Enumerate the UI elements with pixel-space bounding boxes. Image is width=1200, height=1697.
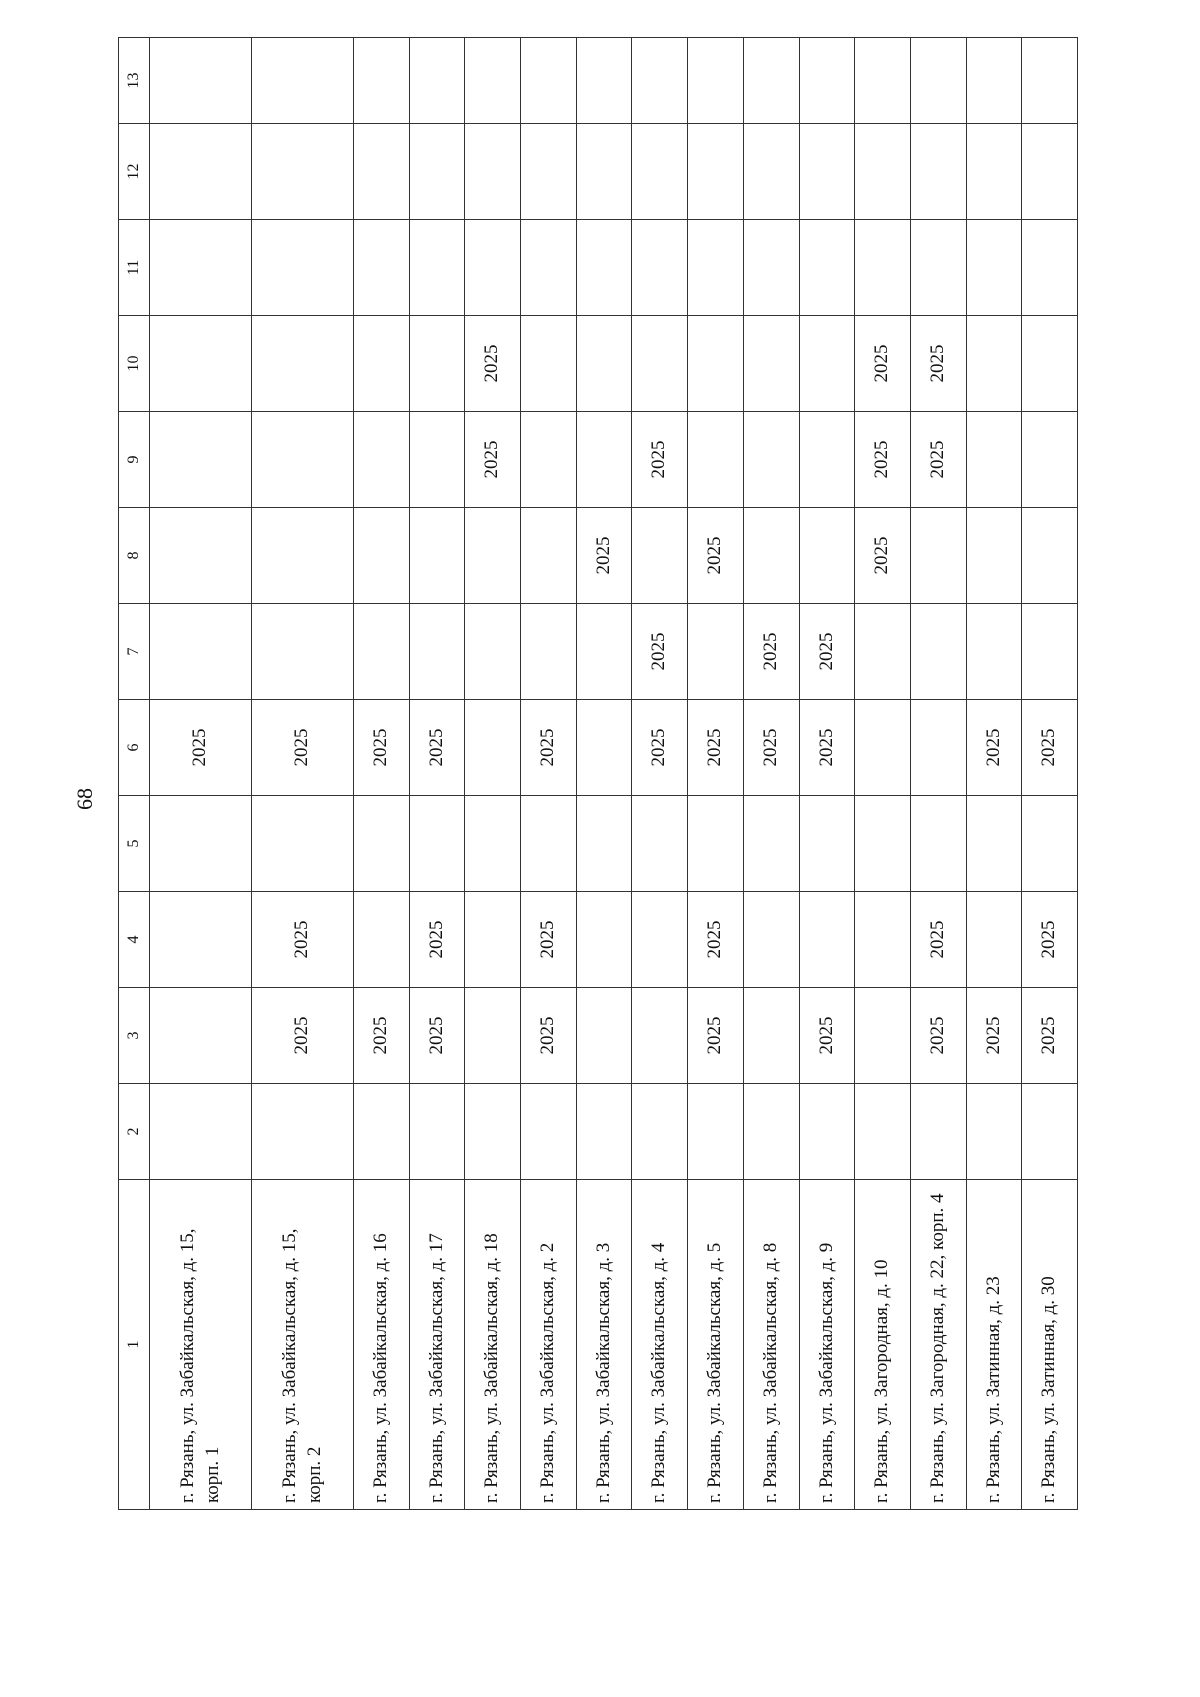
year-cell (576, 38, 632, 124)
year-cell (409, 412, 465, 508)
year-cell (855, 796, 911, 892)
table-row (910, 38, 966, 1510)
year-cell (632, 124, 688, 220)
column-number-header: 1 (119, 1180, 150, 1510)
year-cell (1022, 124, 1078, 220)
year-cell (150, 988, 252, 1084)
year-cell (409, 316, 465, 412)
year-cell (855, 38, 911, 124)
year-cell (688, 1084, 744, 1180)
year-cell (409, 604, 465, 700)
year-cell (354, 508, 410, 604)
year-cell (799, 508, 855, 604)
year-cell (150, 124, 252, 220)
year-cell (855, 988, 911, 1084)
year-cell (743, 124, 799, 220)
year-cell (910, 1084, 966, 1180)
address-cell: г. Рязань, ул. Забайкальская, д. 5 (688, 1180, 744, 1510)
year-cell: 2025 (799, 700, 855, 796)
year-cell (150, 412, 252, 508)
year-cell (743, 508, 799, 604)
year-cell (910, 38, 966, 124)
column-number-header: 9 (119, 412, 150, 508)
year-cell (354, 38, 410, 124)
year-cell (409, 38, 465, 124)
year-cell (465, 700, 521, 796)
year-cell (799, 412, 855, 508)
year-cell (576, 220, 632, 316)
column-number-header: 7 (119, 604, 150, 700)
year-cell: 2025 (799, 988, 855, 1084)
year-cell: 2025 (521, 700, 577, 796)
table-row (354, 38, 410, 1510)
table-row (799, 38, 855, 1510)
year-cell: 2025 (966, 700, 1022, 796)
year-cell (632, 988, 688, 1084)
year-cell (252, 1084, 354, 1180)
year-cell: 2025 (799, 604, 855, 700)
year-cell (855, 604, 911, 700)
year-cell (799, 316, 855, 412)
year-cell (354, 892, 410, 988)
year-cell (150, 1084, 252, 1180)
year-cell: 2025 (252, 700, 354, 796)
schedule-table (118, 37, 1078, 1510)
year-cell (966, 38, 1022, 124)
year-cell (521, 508, 577, 604)
year-cell (910, 508, 966, 604)
address-cell: г. Рязань, ул. Забайкальская, д. 8 (743, 1180, 799, 1510)
year-cell (354, 124, 410, 220)
year-cell (966, 892, 1022, 988)
year-cell: 2025 (855, 316, 911, 412)
address-cell: г. Рязань, ул. Затинная, д. 23 (966, 1180, 1022, 1510)
year-cell (465, 220, 521, 316)
year-cell: 2025 (632, 412, 688, 508)
year-cell (252, 508, 354, 604)
year-cell (576, 604, 632, 700)
year-cell (521, 316, 577, 412)
year-cell (1022, 796, 1078, 892)
year-cell: 2025 (1022, 988, 1078, 1084)
year-cell (521, 604, 577, 700)
year-cell (966, 508, 1022, 604)
year-cell (150, 220, 252, 316)
year-cell (688, 412, 744, 508)
year-cell: 2025 (465, 412, 521, 508)
year-cell (966, 220, 1022, 316)
year-cell (966, 124, 1022, 220)
year-cell (632, 220, 688, 316)
year-cell: 2025 (688, 988, 744, 1084)
year-cell: 2025 (910, 412, 966, 508)
rotated-table-container (118, 70, 1078, 1510)
year-cell (409, 220, 465, 316)
table-row (632, 38, 688, 1510)
year-cell (150, 796, 252, 892)
year-cell (465, 988, 521, 1084)
year-cell (688, 796, 744, 892)
year-cell (252, 38, 354, 124)
year-cell: 2025 (743, 700, 799, 796)
year-cell (743, 412, 799, 508)
table-row (576, 38, 632, 1510)
year-cell: 2025 (855, 508, 911, 604)
year-cell (252, 316, 354, 412)
address-cell: г. Рязань, ул. Забайкальская, д. 9 (799, 1180, 855, 1510)
year-cell (799, 1084, 855, 1180)
year-cell (632, 38, 688, 124)
year-cell: 2025 (521, 892, 577, 988)
year-cell (576, 988, 632, 1084)
year-cell: 2025 (743, 604, 799, 700)
year-cell (409, 124, 465, 220)
year-cell: 2025 (966, 988, 1022, 1084)
year-cell (910, 124, 966, 220)
address-cell: г. Рязань, ул. Забайкальская, д. 3 (576, 1180, 632, 1510)
year-cell: 2025 (1022, 700, 1078, 796)
year-cell (576, 124, 632, 220)
year-cell (799, 796, 855, 892)
year-cell (576, 796, 632, 892)
address-cell: г. Рязань, ул. Забайкальская, д. 16 (354, 1180, 410, 1510)
year-cell (743, 1084, 799, 1180)
year-cell (521, 1084, 577, 1180)
year-cell (409, 508, 465, 604)
column-number-header: 3 (119, 988, 150, 1084)
year-cell (966, 604, 1022, 700)
year-cell (799, 220, 855, 316)
year-cell (743, 892, 799, 988)
year-cell (632, 892, 688, 988)
year-cell (966, 412, 1022, 508)
year-cell (150, 604, 252, 700)
table-row (743, 38, 799, 1510)
year-cell (465, 124, 521, 220)
year-cell: 2025 (910, 988, 966, 1084)
column-number-header: 10 (119, 316, 150, 412)
year-cell (743, 220, 799, 316)
address-cell: г. Рязань, ул. Забайкальская, д. 15, корп. 1 (150, 1180, 252, 1510)
year-cell (966, 1084, 1022, 1180)
year-cell (252, 220, 354, 316)
year-cell: 2025 (521, 988, 577, 1084)
year-cell (150, 38, 252, 124)
column-number-header: 12 (119, 124, 150, 220)
year-cell (799, 892, 855, 988)
year-cell (354, 220, 410, 316)
year-cell: 2025 (354, 700, 410, 796)
column-number-header: 5 (119, 796, 150, 892)
year-cell (521, 38, 577, 124)
year-cell (855, 892, 911, 988)
address-cell: г. Рязань, ул. Затинная, д. 30 (1022, 1180, 1078, 1510)
year-cell (252, 412, 354, 508)
year-cell: 2025 (688, 700, 744, 796)
address-cell: г. Рязань, ул. Забайкальская, д. 18 (465, 1180, 521, 1510)
page-number: 68 (72, 788, 97, 810)
year-cell (632, 1084, 688, 1180)
year-cell (632, 796, 688, 892)
year-cell (688, 316, 744, 412)
year-cell (252, 124, 354, 220)
year-cell (465, 38, 521, 124)
year-cell: 2025 (409, 700, 465, 796)
year-cell (855, 1084, 911, 1180)
year-cell (150, 508, 252, 604)
year-cell (1022, 1084, 1078, 1180)
year-cell: 2025 (465, 316, 521, 412)
year-cell (1022, 508, 1078, 604)
column-number-header: 6 (119, 700, 150, 796)
year-cell (354, 1084, 410, 1180)
year-cell (688, 124, 744, 220)
year-cell (576, 316, 632, 412)
table-row (966, 38, 1022, 1510)
year-cell (799, 124, 855, 220)
year-cell (465, 604, 521, 700)
year-cell: 2025 (632, 604, 688, 700)
year-cell (855, 220, 911, 316)
year-cell (799, 38, 855, 124)
year-cell (910, 220, 966, 316)
year-cell (521, 796, 577, 892)
year-cell (1022, 412, 1078, 508)
table-row (521, 38, 577, 1510)
year-cell (1022, 316, 1078, 412)
year-cell: 2025 (409, 892, 465, 988)
year-cell (632, 316, 688, 412)
address-cell: г. Рязань, ул. Забайкальская, д. 2 (521, 1180, 577, 1510)
year-cell (966, 796, 1022, 892)
year-cell (252, 604, 354, 700)
address-cell: г. Рязань, ул. Забайкальская, д. 15, корп. 2 (252, 1180, 354, 1510)
year-cell (521, 124, 577, 220)
year-cell (576, 1084, 632, 1180)
year-cell (465, 508, 521, 604)
year-cell (632, 508, 688, 604)
year-cell: 2025 (910, 316, 966, 412)
table-row (252, 38, 354, 1510)
header-row (119, 38, 150, 1510)
address-cell: г. Рязань, ул. Загородная, д. 10 (855, 1180, 911, 1510)
year-cell (521, 412, 577, 508)
year-cell (354, 316, 410, 412)
column-number-header: 13 (119, 38, 150, 124)
year-cell (688, 38, 744, 124)
year-cell (409, 1084, 465, 1180)
year-cell (688, 604, 744, 700)
address-cell: г. Рязань, ул. Забайкальская, д. 4 (632, 1180, 688, 1510)
year-cell (910, 796, 966, 892)
year-cell (576, 700, 632, 796)
year-cell (465, 892, 521, 988)
year-cell (1022, 604, 1078, 700)
year-cell (855, 124, 911, 220)
year-cell (1022, 220, 1078, 316)
year-cell (743, 38, 799, 124)
year-cell: 2025 (855, 412, 911, 508)
table-row (409, 38, 465, 1510)
year-cell: 2025 (688, 892, 744, 988)
table-row (688, 38, 744, 1510)
year-cell (354, 796, 410, 892)
year-cell: 2025 (252, 892, 354, 988)
column-number-header: 11 (119, 220, 150, 316)
table-row (465, 38, 521, 1510)
year-cell: 2025 (150, 700, 252, 796)
year-cell: 2025 (688, 508, 744, 604)
year-cell (465, 796, 521, 892)
year-cell (743, 796, 799, 892)
year-cell (150, 892, 252, 988)
year-cell: 2025 (1022, 892, 1078, 988)
address-cell: г. Рязань, ул. Забайкальская, д. 17 (409, 1180, 465, 1510)
address-cell: г. Рязань, ул. Загородная, д. 22, корп. 4 (910, 1180, 966, 1510)
year-cell: 2025 (632, 700, 688, 796)
column-number-header: 2 (119, 1084, 150, 1180)
year-cell: 2025 (576, 508, 632, 604)
column-number-header: 4 (119, 892, 150, 988)
year-cell (576, 412, 632, 508)
year-cell (743, 988, 799, 1084)
year-cell: 2025 (910, 892, 966, 988)
year-cell (354, 604, 410, 700)
table-row (855, 38, 911, 1510)
year-cell (150, 316, 252, 412)
year-cell (465, 1084, 521, 1180)
year-cell (910, 604, 966, 700)
year-cell (688, 220, 744, 316)
year-cell: 2025 (354, 988, 410, 1084)
year-cell (743, 316, 799, 412)
year-cell (1022, 38, 1078, 124)
year-cell (252, 796, 354, 892)
table-row (150, 38, 252, 1510)
year-cell (966, 316, 1022, 412)
year-cell (910, 700, 966, 796)
column-number-header: 8 (119, 508, 150, 604)
year-cell (576, 892, 632, 988)
table-row (1022, 38, 1078, 1510)
year-cell (521, 220, 577, 316)
year-cell (855, 700, 911, 796)
year-cell (354, 412, 410, 508)
year-cell: 2025 (252, 988, 354, 1084)
year-cell (409, 796, 465, 892)
year-cell: 2025 (409, 988, 465, 1084)
